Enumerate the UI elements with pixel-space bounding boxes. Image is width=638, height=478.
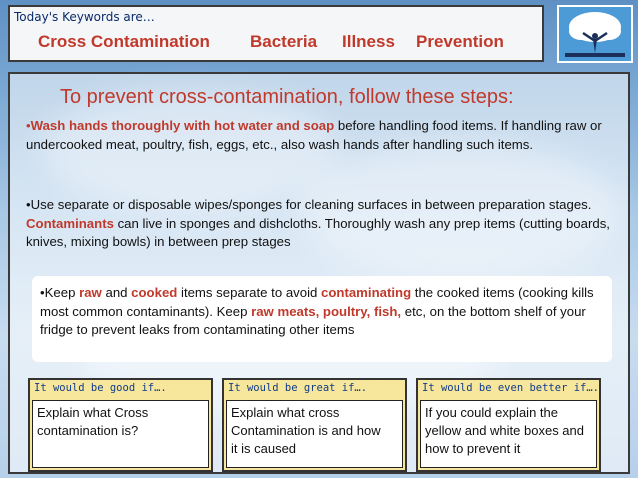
task-box-good [28, 378, 213, 472]
logo [557, 5, 633, 63]
step-2-text-b: can live in sponges and dishcloths. Thoroughly wash any prep items (cutting boards, knives, mixing bowls) in between prep stages [26, 215, 610, 249]
task-heading-good: It would be good if…. [34, 382, 167, 394]
highlight-cooked: cooked [131, 285, 178, 300]
step-1-paragraph [26, 117, 606, 154]
highlight-contaminating: contaminating [321, 285, 412, 300]
task-answer-area-even-better [420, 400, 597, 468]
task-heading-even-better: It would be even better if…. [422, 382, 600, 394]
keywords-heading: Today's Keywords are… [14, 10, 155, 24]
task-heading-great: It would be great if…. [228, 382, 368, 394]
keywords-box [8, 5, 544, 62]
task-box-great [222, 378, 407, 472]
step-3-text-and: and [101, 285, 132, 300]
highlight-raw: raw [79, 285, 102, 300]
step-3-paragraph [40, 284, 612, 340]
keyword-cross-contamination: Cross Contamination [38, 32, 210, 51]
bullet: • [26, 118, 31, 133]
step-2-paragraph [26, 196, 611, 252]
keyword-illness: Illness [342, 32, 395, 51]
keyword-bacteria: Bacteria [250, 32, 318, 51]
page-title: To prevent cross-contamination, follow these steps: [60, 86, 514, 108]
step-3-text-b: items separate to avoid [177, 285, 322, 300]
step-3-text-a: •Keep [40, 285, 80, 300]
highlight-wash-hands: Wash hands thoroughly with hot water and soap [30, 118, 335, 133]
highlight-contaminants: Contaminants [26, 215, 114, 231]
keyword-prevention: Prevention [416, 32, 504, 51]
step-3-text-c: the cooked items (cooking kills most common contaminants). Keep [40, 285, 594, 319]
task-answer-area-good [32, 400, 209, 468]
step-2-text-a: •Use separate or disposable wipes/sponges for cleaning surfaces in between preparation stages. [26, 197, 592, 212]
step-1-text: before handling food items. If handling raw or undercooked meat, poultry, fish, eggs, etc., also wash hands after handling such items. [26, 118, 602, 152]
highlight-raw-meats: raw meats, poultry, fish, [251, 303, 402, 319]
task-box-even-better [416, 378, 601, 472]
task-answer-area-great [226, 400, 403, 468]
task-text-even-better: If you could explain the yellow and white boxes and how to prevent it [425, 405, 584, 456]
step-3-text-d: etc, on the bottom shelf of your fridge to prevent leaks from contaminating other items [40, 303, 586, 337]
tree-person-icon [559, 7, 631, 61]
task-text-good: Explain what Cross contamination is? [37, 405, 149, 438]
task-text-great: Explain what cross Contamination is and how it is caused [231, 405, 381, 456]
